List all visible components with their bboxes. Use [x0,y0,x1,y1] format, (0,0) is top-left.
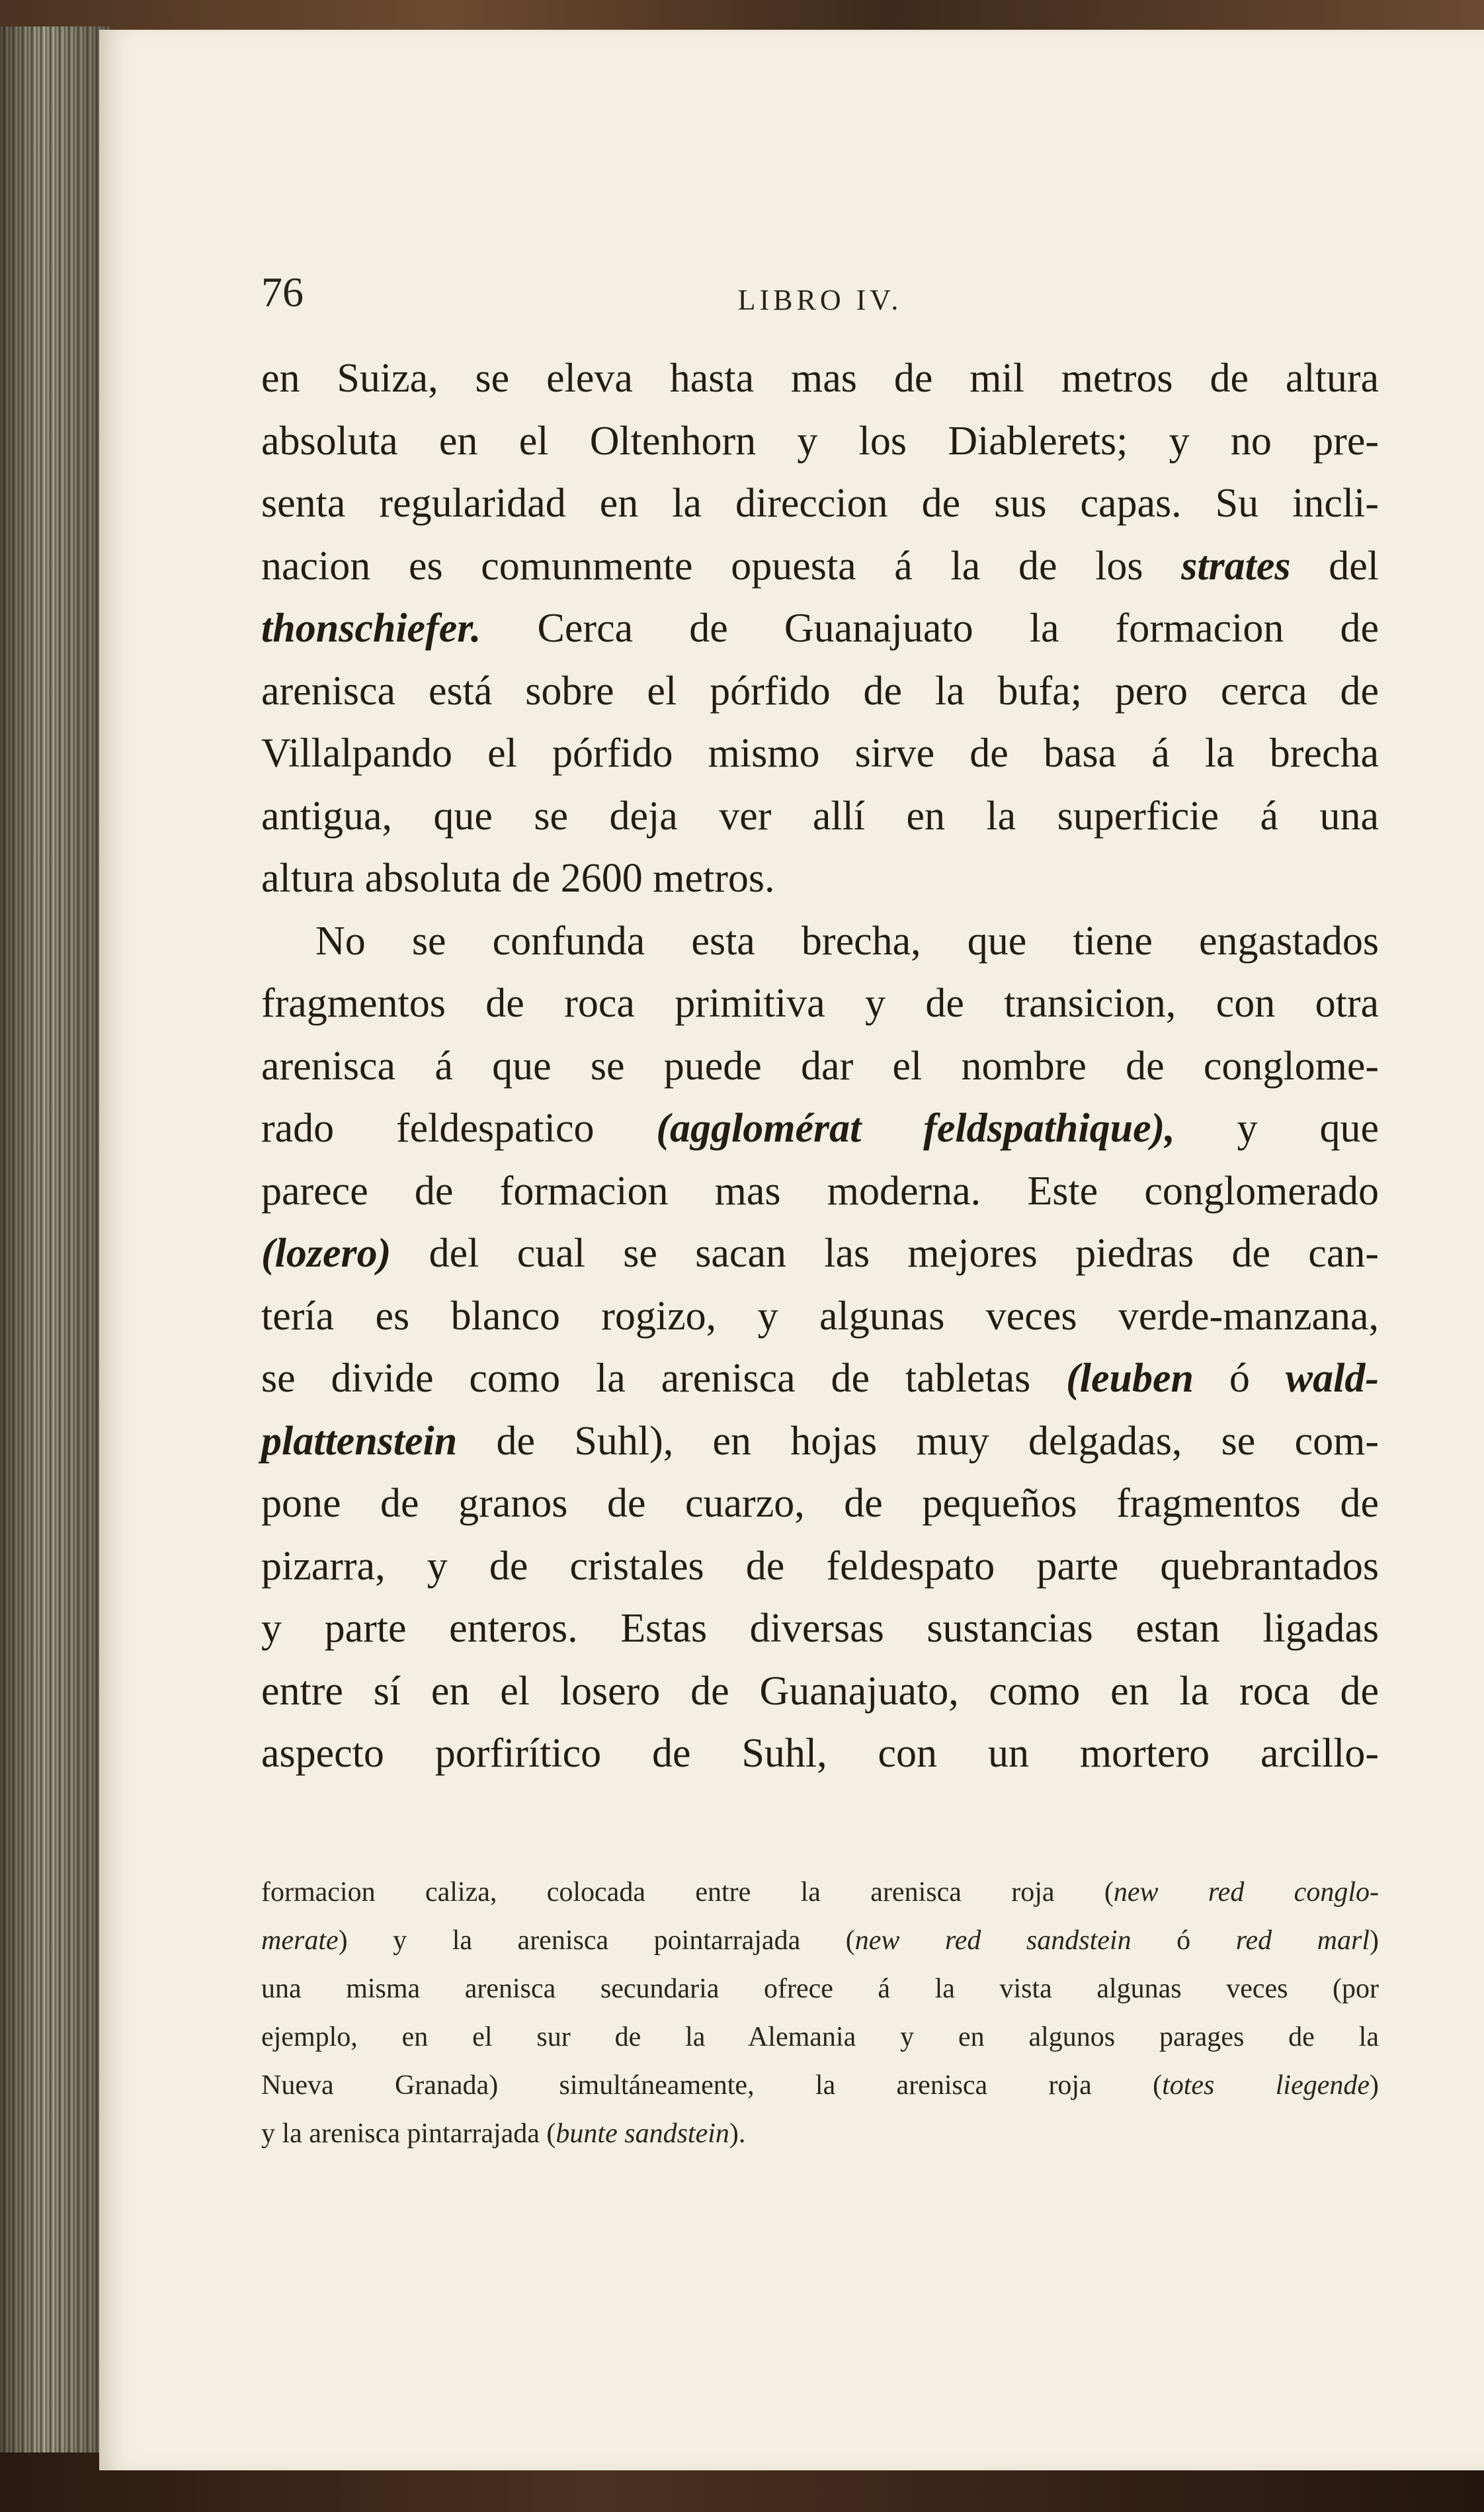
text-line: No se confunda esta brecha, que tiene engastados [315,918,1379,964]
text-line: arenisca á que se puede dar el nombre de conglome- [261,1043,1379,1089]
main-text [261,347,1379,1785]
footnote-line: merate) y la arenisca pointarrajada (new red sandstein ó red marl) [261,1925,1380,1956]
text-line: aspecto porfirítico de Suhl, con un mortero arcillo- [261,1731,1379,1776]
book-page-edges [0,26,109,2474]
text-line: arenisca está sobre el pórfido de la bufa; pero cerca de [261,668,1379,714]
text-line: rado feldespatico (agglomérat feldspathique), y que [261,1106,1379,1151]
text-line: altura absoluta de 2600 metros. [261,856,775,901]
text-line: nacion es comunmente opuesta á la de los strates del [261,543,1379,589]
page-number: 76 [261,269,304,315]
text-line: parece de formacion mas moderna. Este conglomerado [261,1168,1379,1214]
text-line: senta regularidad en la direccion de sus capas. Su incli- [261,481,1379,526]
text-line: absoluta en el Oltenhorn y los Diablerets; y no pre- [261,418,1379,464]
footnote-line: una misma arenisca secundaria ofrece á la vista algunas veces (por [261,1974,1379,2004]
text-line: pizarra, y de cristales de feldespato parte quebrantados [261,1543,1379,1589]
text-line: tería es blanco rogizo, y algunas veces verde-manzana, [261,1293,1379,1339]
footnote-line: formacion caliza, colocada entre la arenisca roja (new red conglo- [261,1877,1379,1907]
text-line: plattenstein de Suhl), en hojas muy delgadas, se com- [261,1418,1379,1464]
footnote-line: ejemplo, en el sur de la Alemania y en algunos parages de la [261,2022,1379,2052]
text-line: en Suiza, se eleva hasta mas de mil metros de altura [261,356,1379,401]
text-line: (lozero) del cual se sacan las mejores piedras de can- [261,1231,1379,1276]
text-line: se divide como la arenisca de tabletas (leuben ó wald- [261,1356,1380,1401]
footnote [261,1868,1379,2158]
footnote-line: Nueva Granada) simultáneamente, la arenisca roja (totes liegende) [261,2070,1379,2101]
text-line: y parte enteros. Estas diversas sustancias estan ligadas [261,1606,1379,1651]
text-line: fragmentos de roca primitiva y de transicion, con otra [261,981,1379,1026]
text-line: pone de granos de cuarzo, de pequeños fragmentos de [261,1481,1379,1526]
page-header [261,238,1379,317]
running-head: LIBRO IV. [737,284,903,316]
text-line: entre sí en el losero de Guanajuato, como en la roca de [261,1668,1379,1714]
text-line: Villalpando el pórfido mismo sirve de basa á la brecha [261,731,1379,776]
footnote-line: y la arenisca pintarrajada (bunte sandstein). [261,2118,746,2149]
text-line: thonschiefer. Cerca de Guanajuato la formacion de [261,606,1379,651]
text-line: antigua, que se deja ver allí en la superficie á una [261,793,1379,839]
